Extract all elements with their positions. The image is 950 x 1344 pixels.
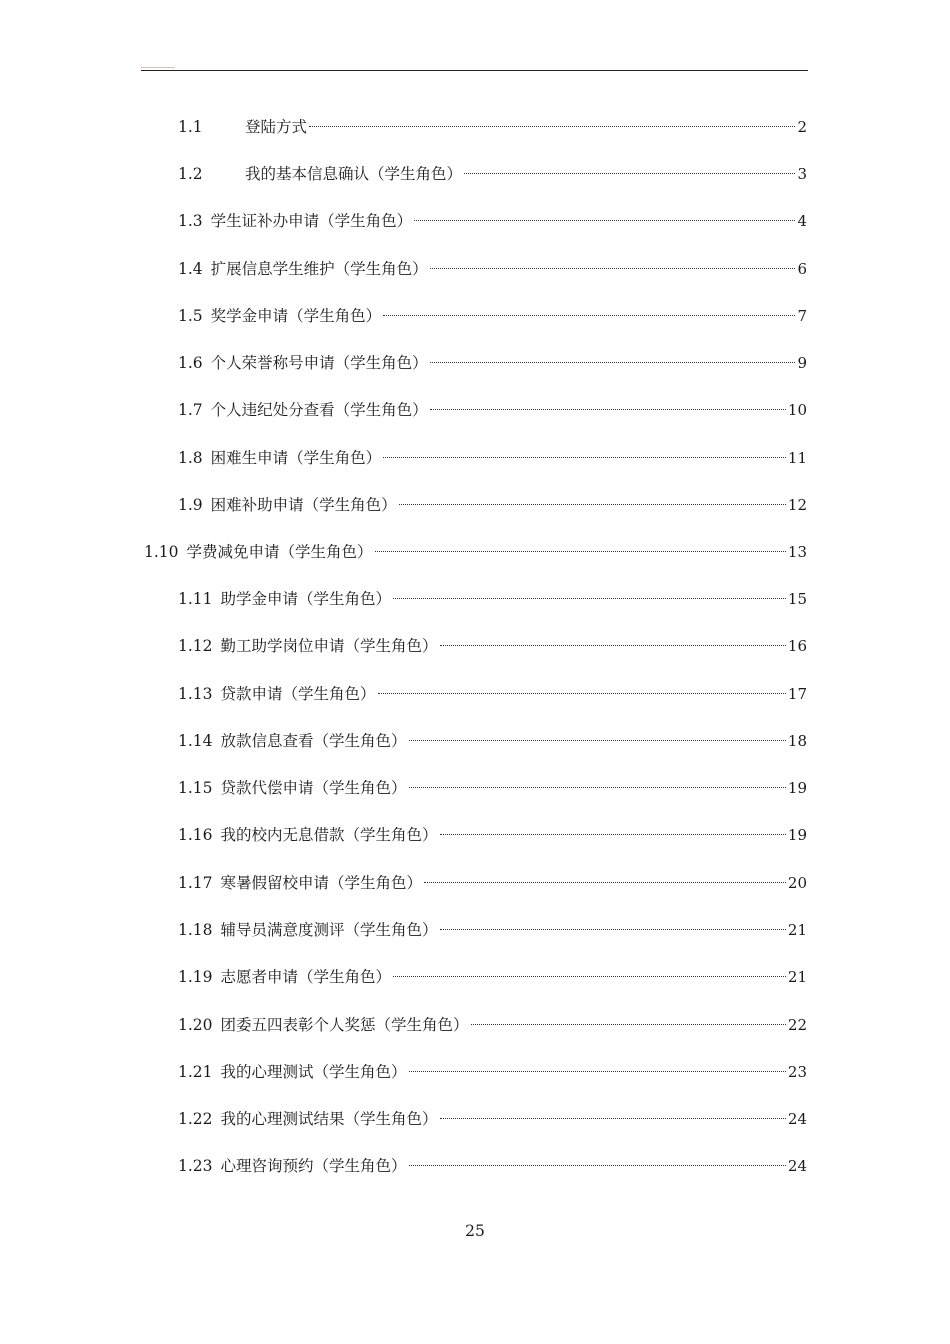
toc-number: 1.18 — [178, 921, 213, 939]
toc-leader-dots — [409, 740, 786, 741]
toc-page-number: 11 — [787, 449, 807, 467]
toc-title: 助学金申请（学生角色） — [220, 590, 392, 608]
toc-leader-dots — [393, 976, 786, 977]
toc-page-number: 20 — [787, 874, 807, 892]
toc-page-number: 7 — [797, 307, 807, 325]
toc-title: 寒暑假留校申请（学生角色） — [220, 874, 423, 892]
toc-number: 1.2 — [178, 165, 203, 183]
toc-title: 个人违纪处分查看（学生角色） — [210, 401, 428, 419]
toc-title: 团委五四表彰个人奖惩（学生角色） — [220, 1016, 469, 1034]
toc-title: 困难补助申请（学生角色） — [210, 496, 397, 514]
toc-number: 1.15 — [178, 779, 213, 797]
toc-page-number: 6 — [797, 260, 807, 278]
toc-entry[interactable] — [178, 824, 807, 846]
toc-number: 1.5 — [178, 307, 203, 325]
toc-leader-dots — [414, 220, 795, 221]
toc-title: 贷款代偿申请（学生角色） — [220, 779, 407, 797]
toc-leader-dots — [309, 126, 795, 127]
toc-number: 1.9 — [178, 496, 203, 514]
toc-leader-dots — [424, 882, 786, 883]
toc-entry[interactable] — [178, 588, 807, 610]
toc-number: 1.19 — [178, 968, 213, 986]
toc-leader-dots — [440, 1118, 786, 1119]
toc-number: 1.12 — [178, 637, 213, 655]
toc-number: 1.4 — [178, 260, 203, 278]
toc-leader-dots — [430, 268, 796, 269]
toc-entry[interactable] — [178, 163, 807, 185]
toc-title: 学生证补办申请（学生角色） — [210, 212, 413, 230]
toc-entry[interactable] — [178, 1014, 807, 1036]
toc-page-number: 19 — [787, 826, 807, 844]
toc-number: 1.20 — [178, 1016, 213, 1034]
toc-page-number: 10 — [787, 401, 807, 419]
toc-page-number: 21 — [787, 968, 807, 986]
toc-leader-dots — [464, 173, 795, 174]
toc-number: 1.17 — [178, 874, 213, 892]
toc-page-number: 13 — [787, 543, 807, 561]
toc-leader-dots — [430, 409, 786, 410]
toc-number: 1.21 — [178, 1063, 213, 1081]
toc-leader-dots — [375, 551, 786, 552]
toc-number: 1.22 — [178, 1110, 213, 1128]
page-number: 25 — [465, 1222, 485, 1240]
toc-entry[interactable] — [178, 966, 807, 988]
toc-title: 放款信息查看（学生角色） — [220, 732, 407, 750]
toc-number: 1.14 — [178, 732, 213, 750]
toc-entry[interactable] — [178, 447, 807, 469]
toc-entry[interactable] — [178, 683, 807, 705]
toc-leader-dots — [440, 929, 786, 930]
toc-entry[interactable] — [178, 730, 807, 752]
toc-leader-dots — [399, 504, 786, 505]
toc-number: 1.13 — [178, 685, 213, 703]
toc-entry[interactable] — [178, 635, 807, 657]
toc-entry[interactable] — [178, 258, 807, 280]
toc-title: 困难生申请（学生角色） — [210, 449, 382, 467]
toc-leader-dots — [440, 645, 786, 646]
toc-entry[interactable] — [178, 210, 807, 232]
toc-leader-dots — [383, 315, 795, 316]
toc-title: 我的基本信息确认（学生角色） — [245, 165, 463, 183]
toc-entry[interactable] — [178, 1155, 807, 1177]
toc-title: 我的校内无息借款（学生角色） — [220, 826, 438, 844]
toc-entry[interactable] — [178, 352, 807, 374]
toc-leader-dots — [409, 1071, 786, 1072]
toc-number: 1.8 — [178, 449, 203, 467]
toc-page-number: 23 — [787, 1063, 807, 1081]
toc-leader-dots — [440, 834, 786, 835]
toc-page-number: 15 — [787, 590, 807, 608]
toc-title: 我的心理测试（学生角色） — [220, 1063, 407, 1081]
toc-page-number: 9 — [797, 354, 807, 372]
toc-entry[interactable] — [178, 116, 807, 138]
toc-title: 奖学金申请（学生角色） — [210, 307, 382, 325]
toc-entry[interactable] — [178, 1061, 807, 1083]
toc-entry[interactable] — [178, 1108, 807, 1130]
toc-title: 登陆方式 — [245, 118, 308, 136]
toc-page-number: 21 — [787, 921, 807, 939]
toc-entry[interactable] — [178, 305, 807, 327]
toc-page-number: 24 — [787, 1157, 807, 1175]
toc-leader-dots — [378, 693, 786, 694]
toc-leader-dots — [430, 362, 796, 363]
toc-title: 我的心理测试结果（学生角色） — [220, 1110, 438, 1128]
toc-title: 贷款申请（学生角色） — [220, 685, 376, 703]
toc-page-number: 12 — [787, 496, 807, 514]
toc-entry[interactable] — [144, 541, 807, 563]
toc-leader-dots — [393, 598, 786, 599]
toc-number: 1.23 — [178, 1157, 213, 1175]
toc-title: 心理咨询预约（学生角色） — [220, 1157, 407, 1175]
toc-entry[interactable] — [178, 399, 807, 421]
toc-page-number: 16 — [787, 637, 807, 655]
toc-leader-dots — [409, 1165, 786, 1166]
toc-number: 1.7 — [178, 401, 203, 419]
toc-page-number: 2 — [797, 118, 807, 136]
toc-entry[interactable] — [178, 919, 807, 941]
toc-title: 勤工助学岗位申请（学生角色） — [220, 637, 438, 655]
toc-title: 志愿者申请（学生角色） — [220, 968, 392, 986]
toc-leader-dots — [383, 457, 786, 458]
toc-title: 个人荣誉称号申请（学生角色） — [210, 354, 428, 372]
toc-number: 1.6 — [178, 354, 203, 372]
toc-leader-dots — [409, 787, 786, 788]
toc-entry[interactable] — [178, 494, 807, 516]
toc-page-number: 17 — [787, 685, 807, 703]
toc-number: 1.16 — [178, 826, 213, 844]
toc-page-number: 24 — [787, 1110, 807, 1128]
toc-page-number: 19 — [787, 779, 807, 797]
toc-title: 学费减免申请（学生角色） — [186, 543, 373, 561]
toc-number: 1.10 — [144, 543, 179, 561]
toc-entry[interactable] — [178, 872, 807, 894]
toc-number: 1.11 — [178, 590, 213, 608]
toc-page-number: 4 — [797, 212, 807, 230]
toc-page-number: 3 — [797, 165, 807, 183]
toc-number: 1.1 — [178, 118, 203, 136]
toc-title: 扩展信息学生维护（学生角色） — [210, 260, 428, 278]
toc-page-number: 22 — [787, 1016, 807, 1034]
toc-entry[interactable] — [178, 777, 807, 799]
toc-number: 1.3 — [178, 212, 203, 230]
toc-page-number: 18 — [787, 732, 807, 750]
toc-title: 辅导员满意度测评（学生角色） — [220, 921, 438, 939]
toc-leader-dots — [471, 1024, 786, 1025]
